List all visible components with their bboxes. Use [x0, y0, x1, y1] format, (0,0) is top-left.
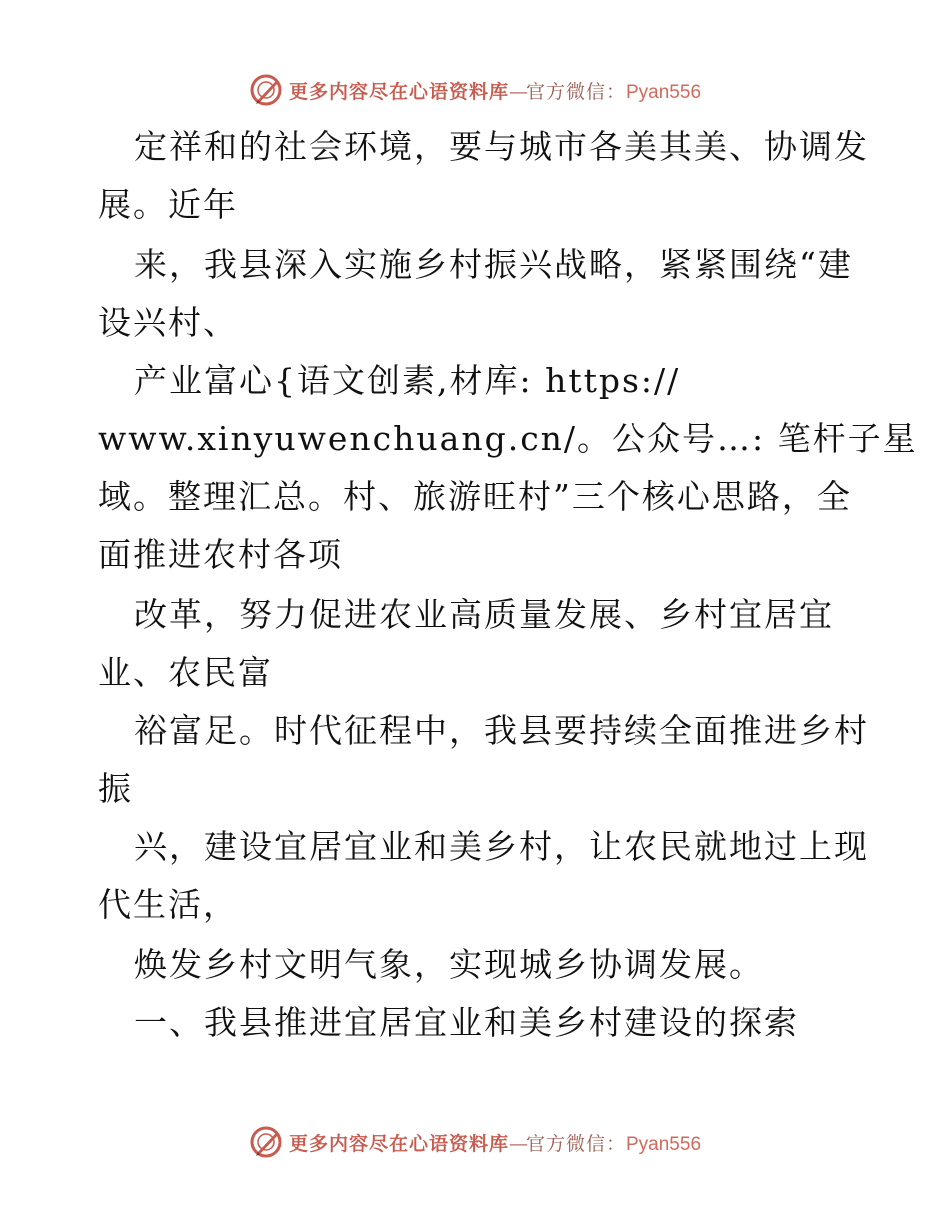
- pen-logo-icon: [249, 1125, 283, 1159]
- watermark-site: 更多内容尽在心语资料库: [288, 1132, 509, 1155]
- text-line: 裕富足。时代征程中，我县要持续全面推进乡村: [134, 711, 869, 750]
- text-line: 展。近年: [98, 185, 238, 224]
- text-line: 代生活，: [98, 885, 238, 924]
- text-line: 设兴村、: [98, 303, 238, 342]
- header-watermark: [0, 70, 950, 110]
- text-line: 定祥和的社会环境，要与城市各美其美、协调发: [134, 127, 869, 166]
- text-line: 来，我县深入实施乡村振兴战略，紧紧围绕“建: [134, 245, 853, 284]
- watermark-site: 更多内容尽在心语资料库: [288, 80, 509, 103]
- text-line: www.xinyuwenchuang.cn/。公众号…: 笔杆子星: [98, 419, 918, 458]
- text-line: 焕发乡村文明气象，实现城乡协调发展。: [134, 945, 764, 984]
- watermark-dash: —: [508, 1132, 526, 1155]
- watermark-wechat-label: 官方微信：: [525, 80, 626, 103]
- footer-watermark: [0, 1122, 950, 1162]
- text-line: 兴，建设宜居宜业和美乡村，让农民就地过上现: [134, 827, 869, 866]
- pen-logo-icon: [249, 73, 283, 107]
- watermark-text: [289, 77, 701, 104]
- watermark-dash: —: [508, 80, 526, 103]
- text-line: 面推进农村各项: [98, 535, 343, 574]
- text-line: 产业富心{语文创素,材库: https://: [134, 361, 681, 400]
- watermark-wechat-id: Pyan556: [626, 81, 702, 103]
- text-line: 业、农民富: [98, 653, 273, 692]
- section-heading: 一、我县推进宜居宜业和美乡村建设的探索: [134, 1003, 799, 1042]
- watermark-wechat-label: 官方微信：: [525, 1132, 626, 1155]
- text-line: 域。整理汇总。村、旅游旺村”三个核心思路，全: [98, 477, 852, 516]
- watermark-text: [289, 1129, 701, 1156]
- watermark-wechat-id: Pyan556: [626, 1133, 702, 1155]
- text-line: 改革，努力促进农业高质量发展、乡村宜居宜: [134, 595, 834, 634]
- text-line: 振: [98, 769, 133, 808]
